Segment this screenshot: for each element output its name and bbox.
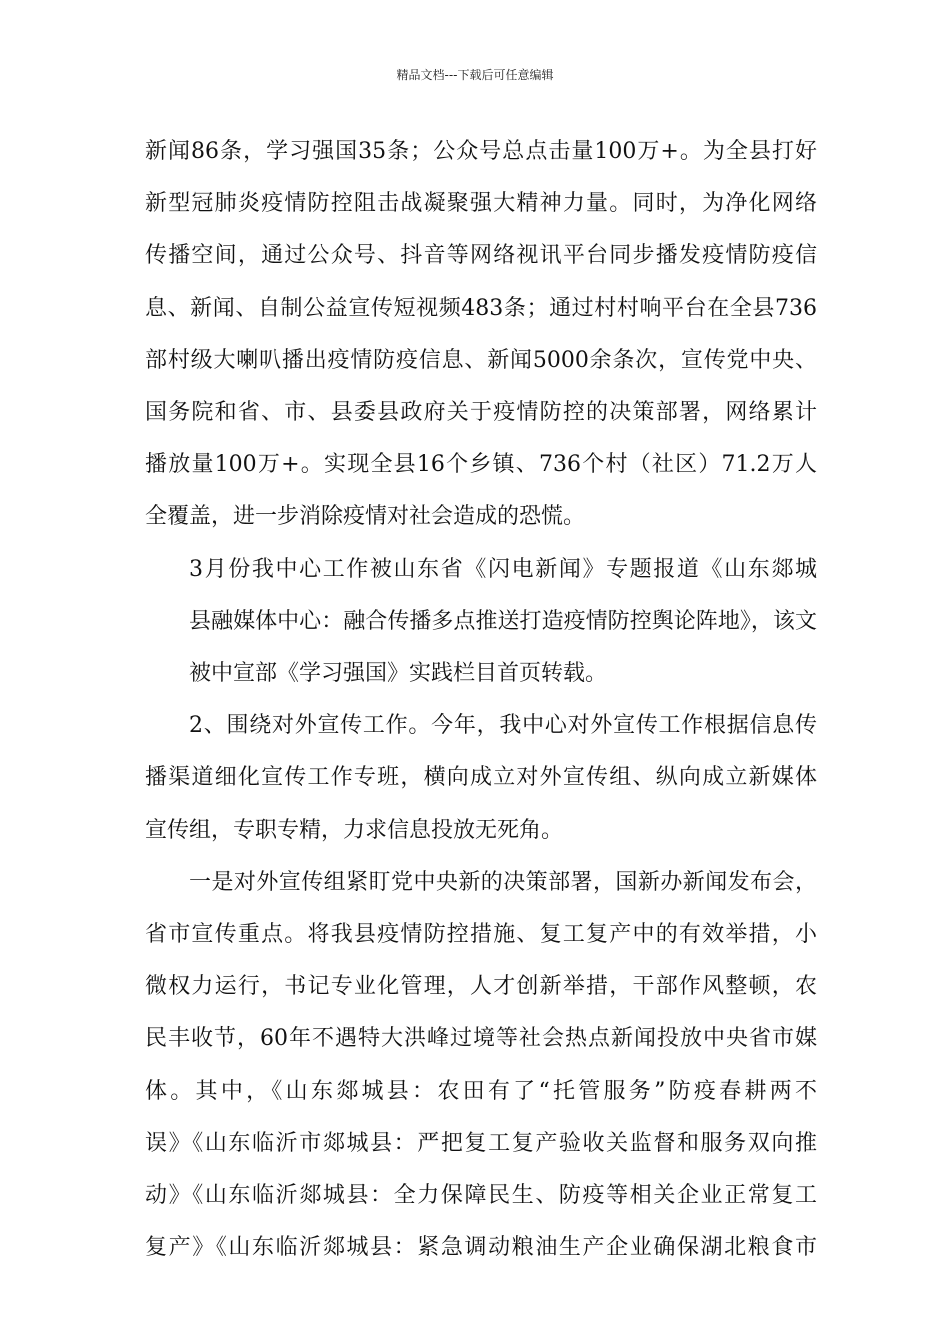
text-line: 一是对外宣传组紧盯党中央新的决策部署，国新办新闻发布会， [189,869,817,895]
text-line: 微权力运行，书记专业化管理，人才创新举措，干部作风整顿，农 [145,974,817,1000]
text-line: 体。其中，《山东郯城县：农田有了“托管服务”防疫春耕两不 [145,1078,817,1104]
text-line: 3月份我中心工作被山东省《闪电新闻》专题报道《山东郯城 [189,556,817,582]
page-header: 精品文档---下载后可任意编辑 [396,68,554,82]
text-line: 误》《山东临沂市郯城县：严把复工复产验收关监督和服务双向推 [145,1130,817,1156]
paragraph [145,857,817,1275]
paragraph [145,700,817,857]
text-line: 国务院和省、市、县委县政府关于疫情防控的决策部署，网络累计 [145,400,817,426]
text-line: 民丰收节，60年不遇特大洪峰过境等社会热点新闻投放中央省市媒 [145,1026,817,1052]
text-line: 动》《山东临沂郯城县：全力保障民生、防疫等相关企业正常复工 [145,1183,817,1209]
text-line: 全覆盖，进一步消除疫情对社会造成的恐慌。 [145,504,586,530]
text-line: 省市宣传重点。将我县疫情防控措施、复工复产中的有效举措，小 [145,922,817,948]
text-line: 县融媒体中心：融合传播多点推送打造疫情防控舆论阵地》，该文 [189,608,817,634]
text-line: 宣传组，专职专精，力求信息投放无死角。 [145,817,564,843]
document-body [145,126,817,1274]
text-line: 新型冠肺炎疫情防控阻击战凝聚强大精神力量。同时，为净化网络 [145,191,817,217]
text-line: 播放量100万+。实现全县16个乡镇、736个村（社区）71.2万人 [145,452,817,478]
text-line: 被中宣部《学习强国》实践栏目首页转载。 [189,661,608,687]
text-line: 播渠道细化宣传工作专班，横向成立对外宣传组、纵向成立新媒体 [145,765,817,791]
text-line: 2、围绕对外宣传工作。今年，我中心对外宣传工作根据信息传 [189,713,817,739]
text-line: 部村级大喇叭播出疫情防疫信息、新闻5000余条次，宣传党中央、 [145,347,817,373]
text-line: 息、新闻、自制公益宣传短视频483条；通过村村响平台在全县736 [145,295,817,321]
paragraph [145,126,817,544]
text-line: 新闻86条，学习强国35条；公众号总点击量100万+。为全县打好 [145,139,817,164]
paragraph [145,544,817,701]
text-line: 传播空间，通过公众号、抖音等网络视讯平台同步播发疫情防疫信 [145,243,817,269]
text-line: 复产》《山东临沂郯城县：紧急调动粮油生产企业确保湖北粮食市 [145,1235,817,1261]
